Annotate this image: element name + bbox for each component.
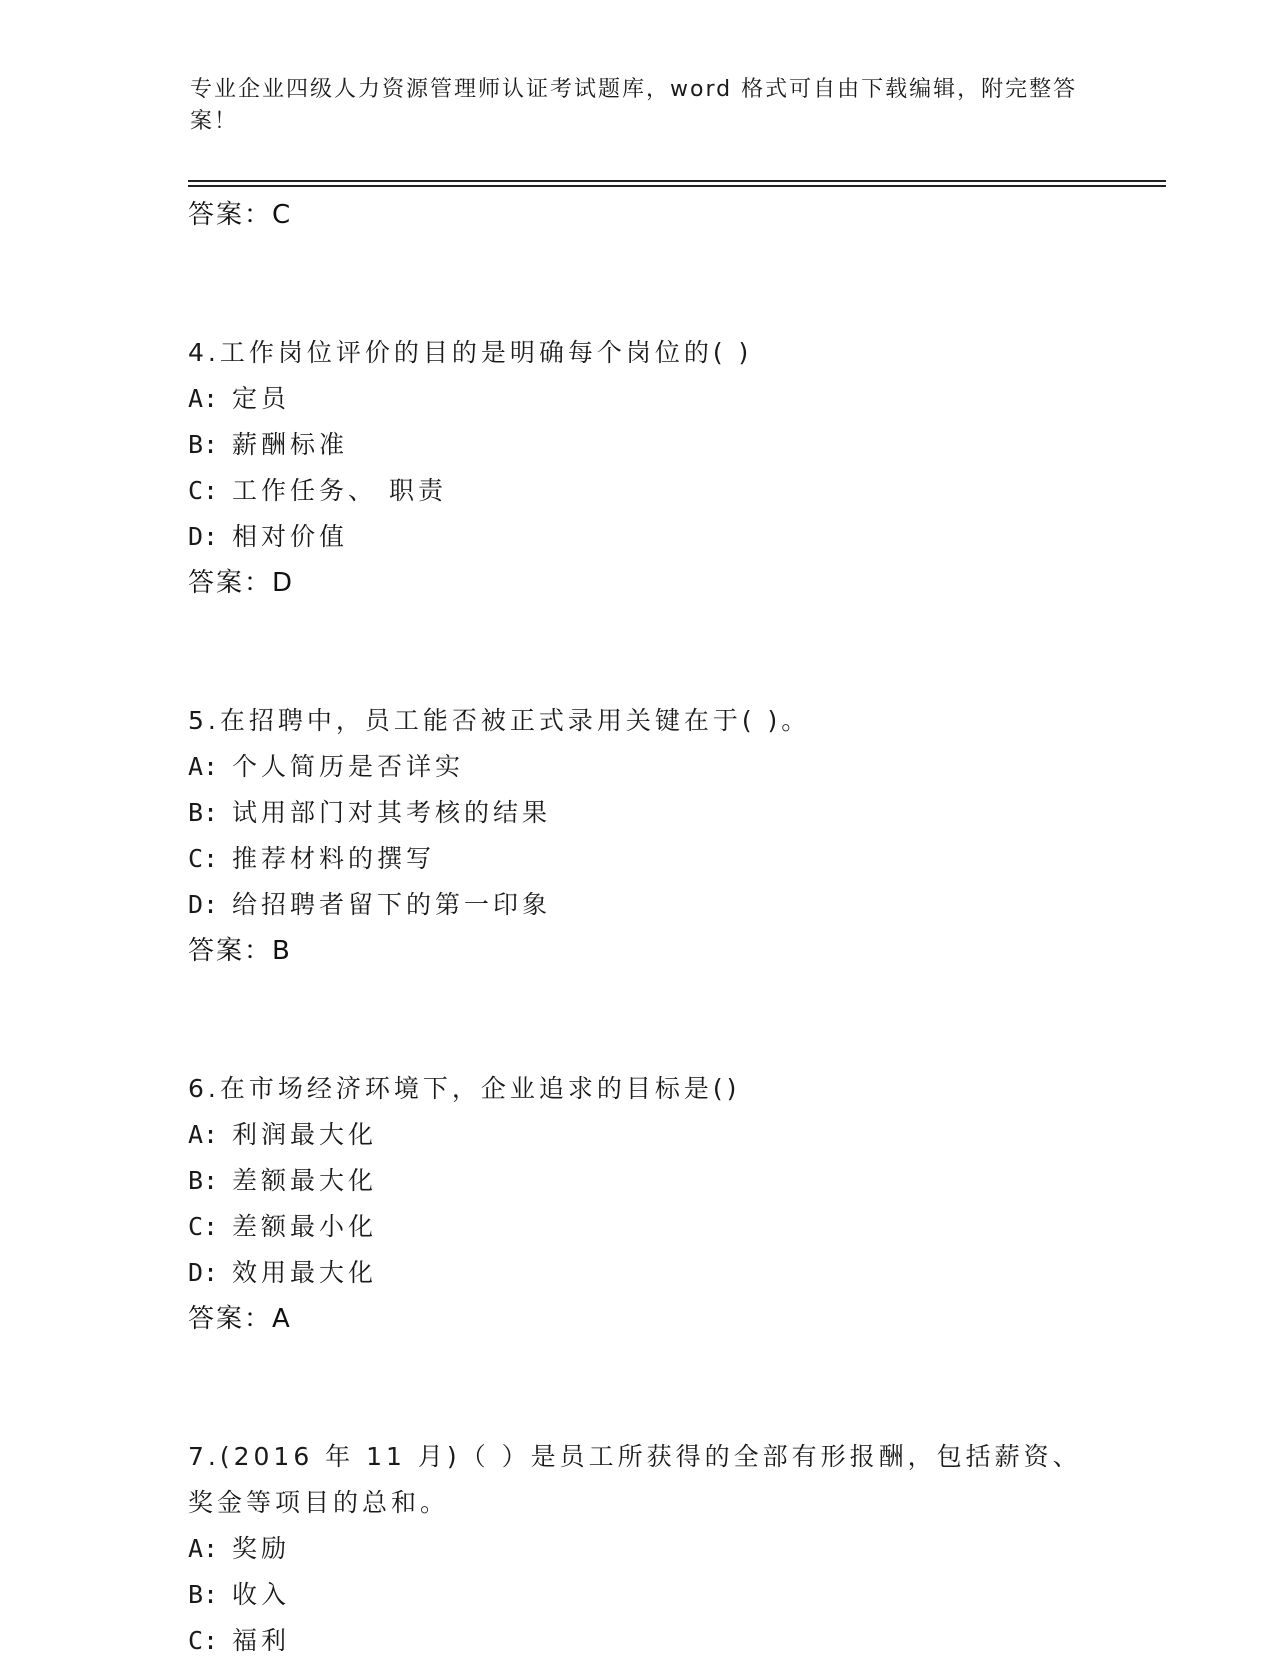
block-spacer [188, 606, 1088, 698]
block-spacer [188, 1342, 1088, 1434]
option-letter: C: [188, 476, 219, 505]
option-letter: D: [188, 1258, 219, 1287]
option-letter: A: [188, 1120, 219, 1149]
option-letter: B: [188, 1166, 219, 1195]
option-text: 奖励 [232, 1534, 291, 1563]
option-text: 个人简历是否详实 [232, 752, 465, 781]
option-letter: A: [188, 752, 219, 781]
header-note: 专业企业四级人力资源管理师认证考试题库，word 格式可自由下载编辑，附完整答案！ [190, 77, 1078, 134]
option-letter: D: [188, 890, 219, 919]
option-letter: B: [188, 430, 219, 459]
option-row [188, 422, 1088, 468]
answer-line: 答案：D [188, 568, 295, 598]
question-text: 4.工作岗位评价的目的是明确每个岗位的( ) [188, 338, 753, 367]
option-row [188, 1158, 1088, 1204]
option-letter: A: [188, 1534, 219, 1563]
option-row [188, 882, 1088, 928]
option-row [188, 1204, 1088, 1250]
option-text: 相对价值 [232, 522, 349, 551]
option-letter: C: [188, 1212, 219, 1241]
option-text: 试用部门对其考核的结果 [232, 798, 552, 827]
option-text: 工作任务、 职责 [232, 476, 447, 505]
option-text: 推荐材料的撰写 [232, 844, 436, 873]
option-text: 定员 [232, 384, 291, 413]
question-text: 7.(2016 年 11 月)（ ）是员工所获得的全部有形报酬，包括薪资、奖金等项目的总和。 [188, 1442, 1082, 1517]
answer-line: 答案：C [188, 200, 293, 230]
option-letter: B: [188, 1580, 219, 1609]
option-text: 福利 [232, 1626, 291, 1655]
option-letter: D: [188, 522, 219, 551]
question-list [188, 192, 1088, 1664]
answer-line: 答案：B [188, 936, 292, 966]
question-text: 6.在市场经济环境下，企业追求的目标是() [188, 1074, 741, 1103]
option-row [188, 744, 1088, 790]
option-text: 效用最大化 [232, 1258, 378, 1287]
option-row [188, 514, 1088, 560]
option-text: 薪酬标准 [232, 430, 349, 459]
option-row [188, 468, 1088, 514]
option-letter: C: [188, 1626, 219, 1655]
header-divider-bottom [188, 185, 1166, 187]
option-row [188, 836, 1088, 882]
question-text: 5.在招聘中，员工能否被正式录用关键在于( )。 [188, 706, 811, 735]
option-row [188, 376, 1088, 422]
option-row [188, 790, 1088, 836]
answer-line: 答案：A [188, 1304, 292, 1334]
option-text: 差额最小化 [232, 1212, 378, 1241]
option-row [188, 1250, 1088, 1296]
option-text: 给招聘者留下的第一印象 [232, 890, 552, 919]
option-letter: A: [188, 384, 219, 413]
block-spacer [188, 974, 1088, 1066]
option-text: 差额最大化 [232, 1166, 378, 1195]
option-letter: B: [188, 798, 219, 827]
option-row [188, 1618, 1088, 1664]
block-spacer [188, 238, 1088, 330]
header-divider-top [188, 180, 1166, 182]
option-text: 收入 [232, 1580, 291, 1609]
option-row [188, 1526, 1088, 1572]
option-row [188, 1572, 1088, 1618]
option-letter: C: [188, 844, 219, 873]
option-row [188, 1112, 1088, 1158]
option-text: 利润最大化 [232, 1120, 378, 1149]
